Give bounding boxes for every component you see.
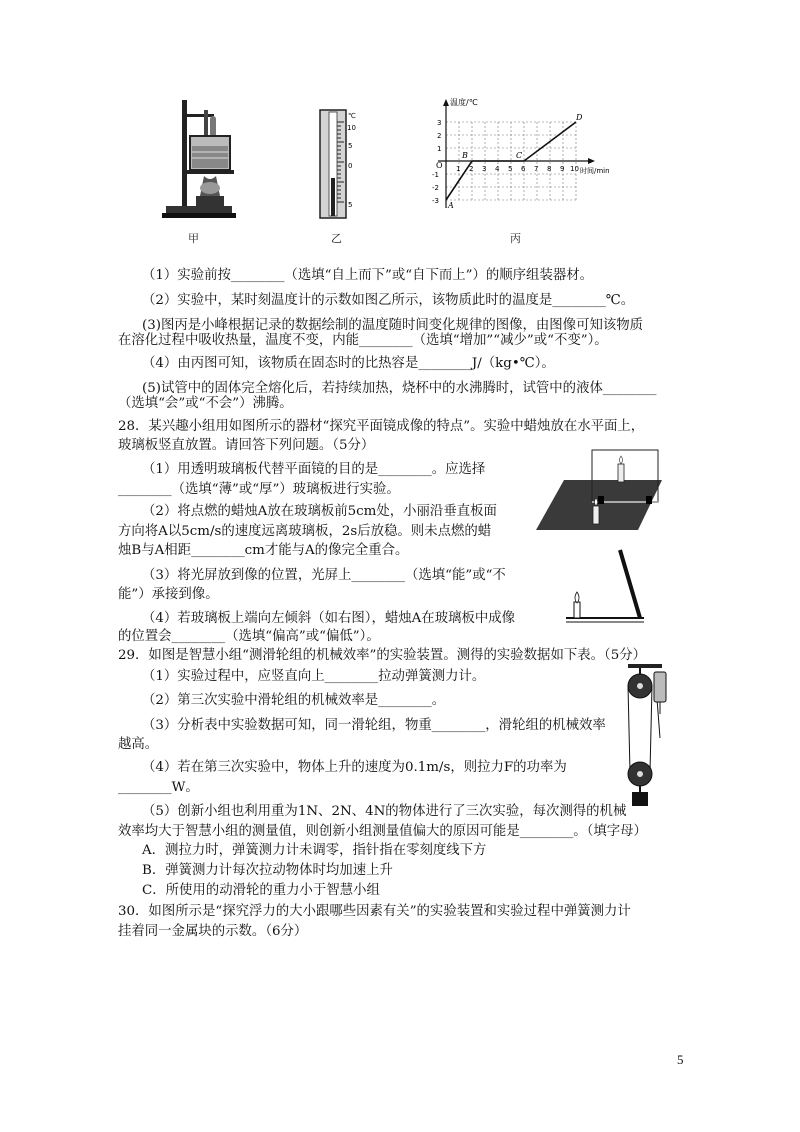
graph-ytick: -3 <box>432 197 439 205</box>
temperature-graph-bing <box>428 96 618 220</box>
q28-part2-line3: 烛B与A相距________cm才能与A的像完全重合。 <box>118 543 409 558</box>
figure-jia-caption: 甲 <box>188 232 199 245</box>
graph-ytick: -1 <box>432 171 439 179</box>
figure-bing-caption: 丙 <box>510 232 521 245</box>
tilted-glass-figure <box>562 546 648 632</box>
graph-point-a: A <box>448 201 454 210</box>
q28-part3-line2: 能”）承接到像。 <box>118 587 219 602</box>
thermometer-figure-yi <box>318 108 360 220</box>
q29-option-a: A．测拉力时，弹簧测力计未调零，指针指在零刻度线下方 <box>142 843 487 858</box>
q28-stem-line2: 玻璃板竖直放置。请回答下列问题。（5分） <box>118 438 375 453</box>
q29-stem: 29．如图是智慧小组“测滑轮组的机械效率”的实验装置。测得的实验数据如下表。（5分） <box>118 648 647 663</box>
q29-part4-line2: ________W。 <box>118 780 199 795</box>
q28-part4-line2: 的位置会________（选填“偏高”或“偏低”）。 <box>118 629 380 644</box>
q28-part1-line2: ________（选填“薄”或“厚”）玻璃板进行实验。 <box>118 482 400 497</box>
graph-point-b: B <box>462 151 468 160</box>
q30-stem-line1: 30．如图所示是“探究浮力的大小跟哪些因素有关”的实验装置和实验过程中弹簧测力计 <box>118 904 631 919</box>
graph-xtick: 3 <box>482 165 487 173</box>
graph-xtick: 1 <box>456 165 461 173</box>
page-number: 5 <box>677 1052 684 1067</box>
q28-part1-line1: （1）用透明玻璃板代替平面镜的目的是________。应选择 <box>142 462 486 477</box>
graph-ytick: 1 <box>437 145 442 153</box>
q29-part1: （1）实验过程中，应竖直向上________拉动弹簧测力计。 <box>142 669 486 684</box>
q27-part3-line2: 在溶化过程中吸收热量，温度不变，内能________（选填“增加”“减少”或“不变”）。 <box>118 333 608 348</box>
thermometer-tick-minus5: 5 <box>348 201 353 209</box>
q27-part4: （4）由丙图可知，该物质在固态时的比热容是________J/（kg•℃）。 <box>142 356 555 371</box>
graph-xtick: 4 <box>495 165 500 173</box>
q28-part3-line1: （3）将光屏放到像的位置，光屏上________（选填“能”或“不 <box>142 568 506 583</box>
q27-part2: （2）实验中，某时刻温度计的示数如图乙所示，该物质此时的温度是________℃。 <box>142 293 635 308</box>
thermometer-tick-0: 0 <box>348 162 353 170</box>
graph-xtick: 7 <box>534 165 539 173</box>
thermometer-tick-5: 5 <box>348 142 353 150</box>
q27-part1: （1）实验前按________（选填“自上而下”或“自下而上”）的顺序组装器材。 <box>142 268 594 283</box>
q28-part2-line1: （2）将点燃的蜡烛A放在玻璃板前5cm处，小丽沿垂直板面 <box>142 504 497 519</box>
q29-part4-line1: （4）若在第三次实验中，物体上升的速度为0.1m/s，则拉力F的功率为 <box>142 760 567 775</box>
q29-option-c: C．所使用的动滑轮的重力小于智慧小组 <box>142 883 380 898</box>
graph-xtick: 10 <box>570 165 579 173</box>
q29-part3-line1: （3）分析表中实验数据可知，同一滑轮组，物重________，滑轮组的机械效率 <box>142 718 606 733</box>
graph-origin: O <box>436 161 443 170</box>
figure-yi-caption: 乙 <box>331 232 342 245</box>
graph-ytick: -2 <box>432 184 439 192</box>
apparatus-figure-jia <box>160 96 240 224</box>
thermometer-tick-10: 10 <box>347 124 356 132</box>
graph-ylabel: 温度/℃ <box>450 98 478 107</box>
q29-option-b: B．弹簧测力计每次拉动物体时均加速上升 <box>142 863 393 878</box>
graph-xtick: 9 <box>560 165 565 173</box>
q28-part2-line2: 方向将A以5cm/s的速度远离玻璃板，2s后放稳。则未点燃的蜡 <box>118 524 492 539</box>
graph-point-c: C <box>516 151 523 160</box>
q27-part5-line2: （选填“会”或“不会”）沸腾。 <box>118 396 293 411</box>
graph-point-d: D <box>576 113 583 122</box>
graph-xtick: 2 <box>469 165 474 173</box>
q30-stem-line2: 挂着同一金属块的示数。（6分） <box>118 924 308 939</box>
graph-xtick: 8 <box>547 165 552 173</box>
graph-ytick: 2 <box>437 132 442 140</box>
graph-xtick: 5 <box>508 165 513 173</box>
q29-part3-line2: 越高。 <box>118 737 159 752</box>
graph-ytick: 3 <box>437 119 442 127</box>
q28-stem-line1: 28．某兴趣小组用如图所示的器材“探究平面镜成像的特点”。实验中蜡烛放在水平面上， <box>118 419 645 434</box>
q28-part4-line1: （4）若玻璃板上端向左倾斜（如右图），蜡烛A在玻璃板中成像 <box>142 611 516 626</box>
q29-part5-line1: （5）创新小组也利用重为1N、2N、4N的物体进行了三次实验，每次测得的机械 <box>142 804 627 819</box>
q27-part5-line1: (5)试管中的固体完全熔化后，若持续加热，烧杯中的水沸腾时，试管中的液体________ <box>142 381 657 396</box>
graph-xlabel: 时间/min <box>580 167 610 175</box>
pulley-figure <box>620 662 670 810</box>
q29-part5-line2: 效率均大于智慧小组的测量值，则创新小组测量值偏大的原因可能是________。（填字母） <box>118 824 647 839</box>
plane-mirror-figure <box>534 446 664 532</box>
q29-part2: （2）第三次实验中滑轮组的机械效率是________。 <box>142 693 446 708</box>
graph-xtick: 6 <box>521 165 526 173</box>
q27-part3-line1: (3)图丙是小峰根据记录的数据绘制的温度随时间变化规律的图像，由图像可知该物质 <box>142 318 644 333</box>
thermometer-unit: ℃ <box>348 112 356 120</box>
